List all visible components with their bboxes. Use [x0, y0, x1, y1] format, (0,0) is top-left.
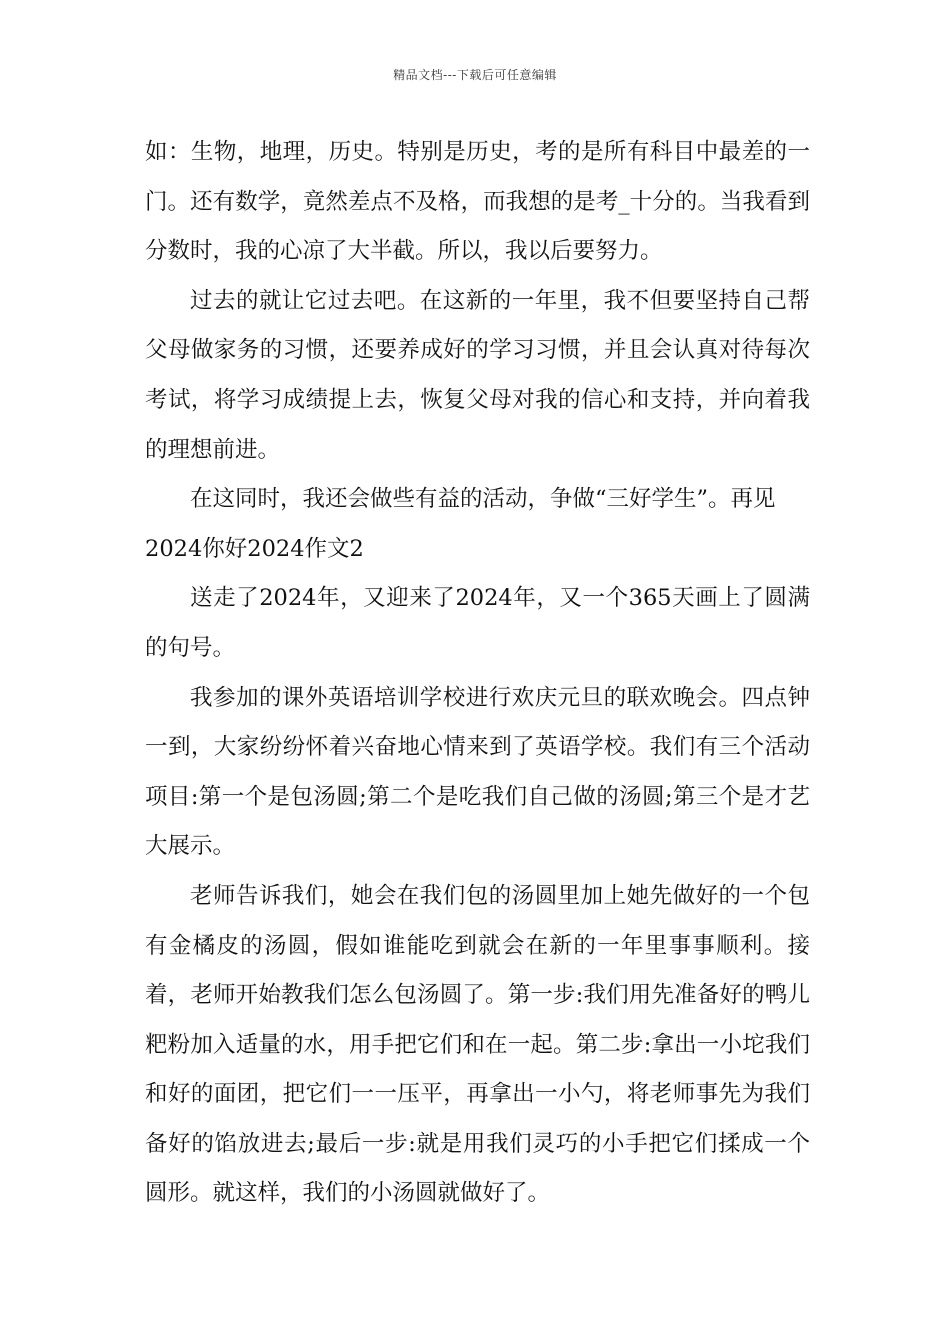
- document-body: [145, 128, 810, 1219]
- paragraph: 我参加的课外英语培训学校进行欢庆元旦的联欢晚会。四点钟一到，大家纷纷怀着兴奋地心情来到了英语学校。我们有三个活动项目:第一个是包汤圆;第二个是吃我们自己做的汤圆;第三个是才艺大展示。: [145, 684, 810, 860]
- paragraph: 送走了2024年，又迎来了2024年，又一个365天画上了圆满的句号。: [145, 585, 810, 661]
- paragraph: 在这同时，我还会做些有益的活动，争做“三好学生”。再见: [190, 486, 776, 513]
- paragraph: 过去的就让它过去吧。在这新的一年里，我不但要坚持自己帮父母做家务的习惯，还要养成好的学习习惯，并且会认真对待每次考试，将学习成绩提上去，恢复父母对我的信心和支持，并向着我的理想前进。: [145, 287, 810, 463]
- paragraph: 如：生物，地理，历史。特别是历史，考的是所有科目中最差的一门。还有数学，竟然差点不及格，而我想的是考_十分的。当我看到分数时，我的心凉了大半截。所以，我以后要努力。: [145, 139, 810, 265]
- section-title: 2024你好2024作文2: [145, 535, 364, 562]
- paragraph: 老师告诉我们，她会在我们包的汤圆里加上她先做好的一个包有金橘皮的汤圆，假如谁能吃到就会在新的一年里事事顺利。接着，老师开始教我们怎么包汤圆了。第一步:我们用先准备好的鸭儿粑粉加入适量的水，用手把它们和在一起。第二步:拿出一小坨我们和好的面团，把它们一一压平，再拿出一小勺，将老师事先为我们备好的馅放进去;最后一步:就是用我们灵巧的小手把它们揉成一个圆形。就这样，我们的小汤圆就做好了。: [145, 882, 810, 1207]
- page-header: 精品文档---下载后可任意编辑: [393, 68, 557, 82]
